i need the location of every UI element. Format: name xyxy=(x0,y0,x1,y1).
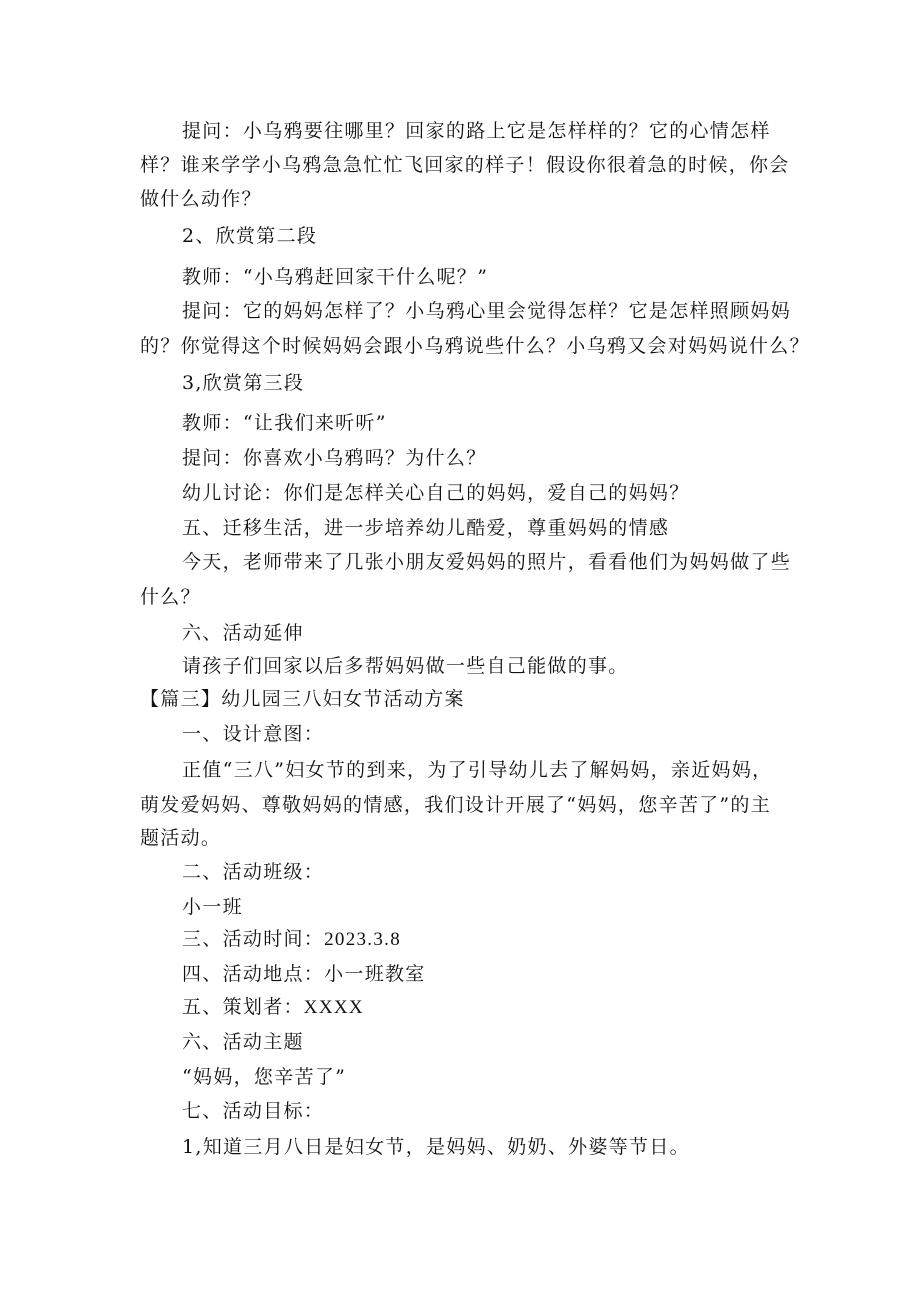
class-heading: 二、活动班级： xyxy=(182,861,325,883)
section-heading-6: 六、活动延伸 xyxy=(182,622,304,644)
discussion-line: 幼儿讨论：你们是怎样关心自己的妈妈，爱自己的妈妈？ xyxy=(182,482,690,504)
goals-heading: 七、活动目标： xyxy=(182,1100,325,1122)
section-heading-3: 3,欣赏第三段 xyxy=(182,372,305,394)
design-intent-line-2: 萌发爱妈妈、尊敬妈妈的情感，我们设计开展了“妈妈，您辛苦了”的主 xyxy=(140,794,772,816)
paragraph-line-1: 今天，老师带来了几张小朋友爱妈妈的照片，看看他们为妈妈做了些 xyxy=(182,551,792,573)
teacher-line-1: 教师：“小乌鸦赶回家干什么呢？” xyxy=(182,266,489,288)
theme-heading: 六、活动主题 xyxy=(182,1031,304,1053)
question-line-6: 提问：你喜欢小乌鸦吗？为什么？ xyxy=(182,447,487,469)
class-value: 小一班 xyxy=(182,896,243,918)
design-intent-heading: 一、设计意图： xyxy=(182,723,325,745)
section-heading-2: 2、欣赏第二段 xyxy=(182,225,318,247)
location-line: 四、活动地点：小一班教室 xyxy=(182,963,426,985)
planner-line: 五、策划者：XXXX xyxy=(182,997,364,1018)
question-line-4: 提问：它的妈妈怎样了？小乌鸦心里会觉得怎样？它是怎样照顾妈妈 xyxy=(182,300,792,322)
paragraph-line-2: 什么？ xyxy=(140,586,201,608)
goal-line-1: 1,知道三月八日是妇女节，是妈妈、奶奶、外婆等节日。 xyxy=(182,1136,690,1158)
design-intent-line-1: 正值“三八”妇女节的到来，为了引导幼儿去了解妈妈，亲近妈妈， xyxy=(182,759,773,781)
question-line-1: 提问：小乌鸦要往哪里？回家的路上它是怎样样的？它的心情怎样 xyxy=(182,120,771,142)
extension-line: 请孩子们回家以后多帮妈妈做一些自己能做的事。 xyxy=(182,655,629,677)
question-line-5: 的？你觉得这个时候妈妈会跟小乌鸦说些什么？小乌鸦又会对妈妈说什么？ xyxy=(140,335,810,357)
time-line: 三、活动时间：2023.3.8 xyxy=(182,929,402,950)
part-three-title: 【篇三】幼儿园三八妇女节活动方案 xyxy=(140,688,465,710)
section-heading-5: 五、迁移生活，进一步培养幼儿酷爱，尊重妈妈的情感 xyxy=(182,517,670,539)
design-intent-line-3: 题活动。 xyxy=(140,827,222,849)
theme-value: “妈妈，您辛苦了” xyxy=(182,1066,347,1088)
question-line-2: 样？谁来学学小乌鸦急急忙忙飞回家的样子！假设你很着急的时候，你会 xyxy=(140,154,790,176)
teacher-line-2: 教师：“让我们来听听” xyxy=(182,412,387,434)
question-line-3: 做什么动作？ xyxy=(140,188,262,210)
